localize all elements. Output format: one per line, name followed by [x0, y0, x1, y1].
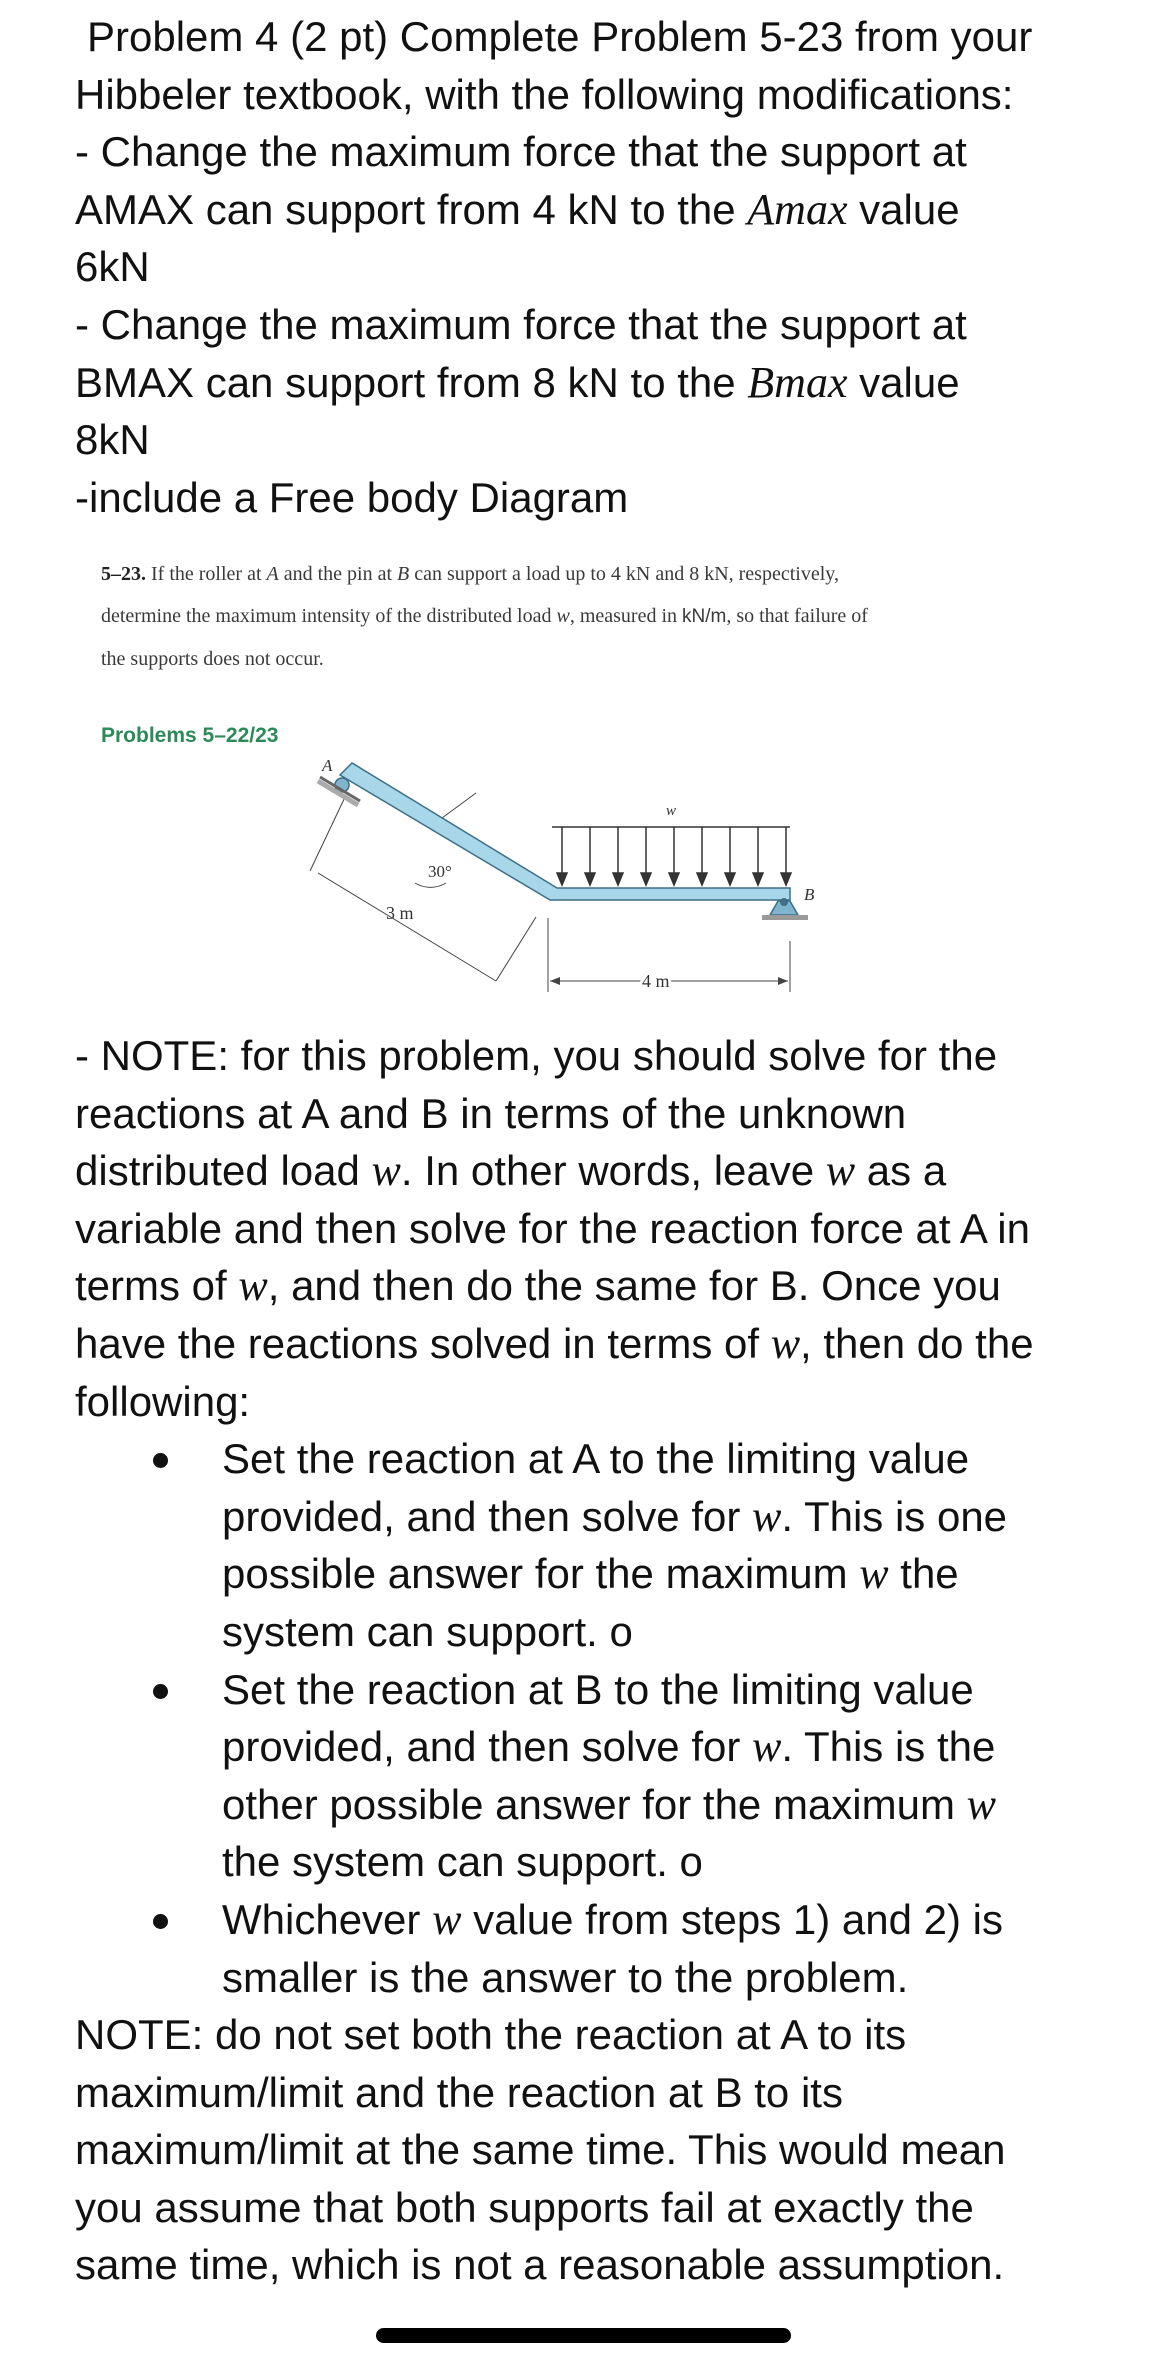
- step-text: provided, and then solve for: [222, 1492, 753, 1540]
- step-text: . This is one: [781, 1492, 1008, 1540]
- step-1-line-4: system can support. o: [222, 1607, 633, 1655]
- note-text: , and then do the same for B. Once you: [267, 1262, 1001, 1310]
- w-variable: w: [371, 1146, 401, 1196]
- w-variable: w: [432, 1894, 462, 1944]
- bullet-icon: [153, 1684, 168, 1699]
- note-line-3: [75, 1142, 1135, 1200]
- textbook-text: can support a load up to 4 kN and 8 kN, respectively,: [409, 563, 839, 585]
- solution-note: [75, 1027, 1135, 2294]
- final-note-line-1: NOTE: do not set both the reaction at A to its: [75, 2011, 907, 2059]
- amax-value: 6kN: [75, 243, 150, 291]
- steps-list: [75, 1430, 1135, 2006]
- angle-label: 30°: [428, 862, 452, 881]
- incline-dimension-line: [318, 873, 496, 981]
- textbook-line-2: [101, 595, 1061, 638]
- step-1-line-3: [222, 1545, 1135, 1603]
- w-variable: w: [752, 1491, 782, 1541]
- incline-dimension-label: 3 m: [386, 903, 414, 923]
- note-line-6: [75, 1315, 1135, 1373]
- w-variable: w: [966, 1779, 996, 1829]
- modification-a-suffix: value: [847, 185, 960, 233]
- modification-a-line-1: - Change the maximum force that the support at: [75, 128, 967, 176]
- step-2-line-1: Set the reaction at B to the limiting value: [222, 1665, 974, 1713]
- list-item: [75, 1661, 1135, 1891]
- step-2-line-4: the system can support. o: [222, 1838, 703, 1886]
- bullet-icon: [153, 1914, 168, 1929]
- incline-extension-b: [496, 917, 536, 981]
- textbook-var-b: B: [397, 563, 410, 585]
- distributed-load-arrows: [557, 827, 791, 885]
- textbook-text: , measured in: [569, 605, 682, 627]
- amax-variable: Amax: [747, 184, 848, 234]
- label-a: A: [322, 756, 333, 775]
- list-item: [75, 1430, 1135, 1660]
- w-variable: w: [859, 1549, 889, 1599]
- note-text: , then do the: [800, 1319, 1034, 1367]
- modification-b-line-1: - Change the maximum force that the support at: [75, 300, 967, 348]
- modification-a-text: AMAX can support from 4 kN to the: [75, 185, 748, 233]
- problem-title-line-1: Problem 4 (2 pt) Complete Problem 5-23 from your: [87, 13, 1033, 60]
- span-arrow-left: [550, 977, 560, 985]
- modification-a-line-2: [75, 181, 1105, 239]
- figure-caption: Problems 5–22/23: [101, 724, 279, 747]
- incline-extension-a: [310, 795, 346, 871]
- problem-title-line-2: Hibbeler textbook, with the following modifications:: [75, 70, 1014, 118]
- textbook-problem-number: 5–23.: [101, 563, 146, 585]
- step-text: the: [888, 1550, 959, 1598]
- note-text: distributed load: [75, 1147, 372, 1195]
- note-text: as a: [855, 1147, 947, 1195]
- textbook-problem: [101, 553, 1061, 680]
- step-text: Whichever: [222, 1895, 433, 1943]
- bmax-value: 8kN: [75, 416, 150, 464]
- home-indicator[interactable]: [376, 2328, 791, 2343]
- note-line-4: variable and then solve for the reaction force at A in: [75, 1204, 1030, 1252]
- note-line-7: following:: [75, 1377, 251, 1425]
- textbook-line-1: [101, 553, 1061, 595]
- step-text: . This is the: [781, 1723, 996, 1771]
- w-variable: w: [752, 1722, 782, 1772]
- modification-b-text: BMAX can support from 8 kN to the: [75, 358, 748, 406]
- textbook-unit: kN/m: [682, 606, 727, 627]
- step-3-line-1: [222, 1891, 1135, 1949]
- span-dimension-label: 4 m: [642, 971, 670, 991]
- modification-b-line-2: [75, 354, 1105, 412]
- span-arrow-right: [778, 977, 788, 985]
- pin-support-b: [762, 898, 808, 920]
- note-text: . In other words, leave: [400, 1147, 826, 1195]
- final-note-line-3: maximum/limit at the same time. This would mean: [75, 2126, 1006, 2174]
- label-b: B: [804, 885, 815, 904]
- bullet-icon: [153, 1453, 168, 1468]
- step-2-line-2: [222, 1718, 1135, 1776]
- note-line-2: reactions at A and B in terms of the unknown: [75, 1089, 907, 1137]
- textbook-var-w: w: [556, 605, 570, 627]
- note-line-5: [75, 1257, 1135, 1315]
- textbook-text: determine the maximum intensity of the distributed load: [101, 605, 557, 627]
- textbook-var-a: A: [266, 563, 279, 585]
- problem-statement: [75, 8, 1105, 526]
- w-variable: w: [238, 1261, 268, 1311]
- w-variable: w: [825, 1146, 856, 1196]
- step-text: value from steps 1) and 2) is: [461, 1895, 1003, 1943]
- note-text: terms of: [75, 1262, 239, 1310]
- note-line-1: - NOTE: for this problem, you should solve for the: [75, 1032, 998, 1079]
- w-variable: w: [770, 1318, 801, 1368]
- textbook-text: and the pin at: [278, 563, 398, 585]
- step-text: other possible answer for the maximum: [222, 1780, 967, 1828]
- step-2-line-3: [222, 1776, 1135, 1834]
- step-text: provided, and then solve for: [222, 1723, 753, 1771]
- angle-extension: [442, 793, 476, 818]
- step-1-line-1: Set the reaction at A to the limiting value: [222, 1435, 970, 1483]
- fbd-instruction: -include a Free body Diagram: [75, 473, 629, 521]
- bmax-variable: Bmax: [747, 357, 848, 407]
- note-text: have the reactions solved in terms of: [75, 1319, 771, 1367]
- final-note-line-5: same time, which is not a reasonable assumption.: [75, 2241, 1005, 2289]
- step-1-line-2: [222, 1488, 1135, 1546]
- final-note-line-2: maximum/limit and the reaction at B to its: [75, 2068, 843, 2116]
- beam-figure: [300, 755, 840, 1005]
- final-note-line-4: you assume that both supports fail at exactly the: [75, 2183, 974, 2231]
- angle-arc: [415, 883, 446, 887]
- textbook-text: If the roller at: [146, 563, 267, 585]
- textbook-line-3: the supports does not occur.: [101, 648, 324, 670]
- step-text: possible answer for the maximum: [222, 1550, 860, 1598]
- step-3-line-2: smaller is the answer to the problem.: [222, 1953, 909, 2001]
- textbook-text: , so that failure of: [726, 605, 868, 627]
- modification-b-suffix: value: [847, 358, 960, 406]
- label-w: w: [666, 803, 677, 819]
- list-item: [75, 1891, 1135, 2006]
